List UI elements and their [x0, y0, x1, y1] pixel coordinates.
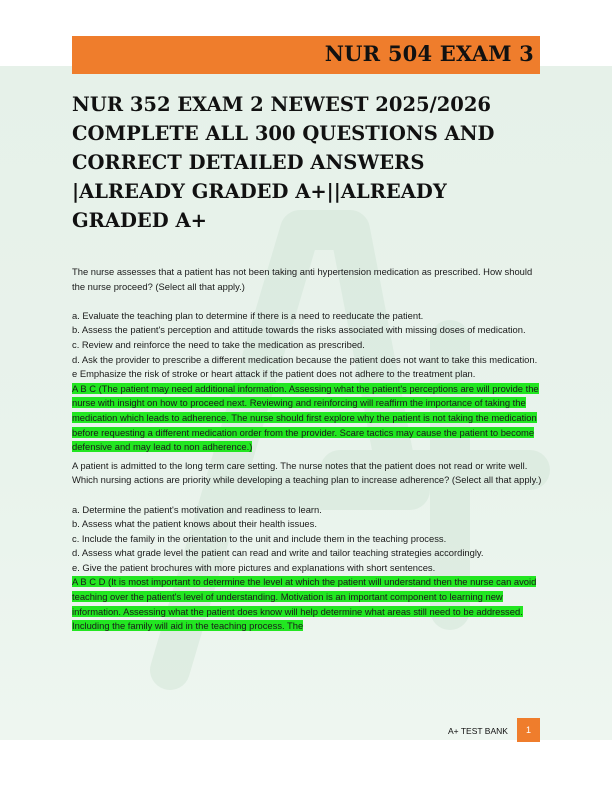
answer-paragraph: [72, 575, 542, 633]
question-option: a. Determine the patient's motivation and readiness to learn.: [72, 503, 322, 515]
header-title: NUR 504 EXAM 3: [324, 41, 534, 66]
page-number: 1: [517, 718, 540, 742]
header-bar: [72, 36, 540, 74]
question-block: [72, 459, 542, 634]
question-option: a. Evaluate the teaching plan to determine if there is a need to reeducate the patient.: [72, 309, 424, 321]
question-option: d. Ask the provider to prescribe a different medication because the patient does not want to take this medication.: [72, 353, 538, 365]
answer-highlight: A B C D (It is most important to determine the level at which the patient will understand then the nurse can avoid teaching over the patient's level of understanding. Motivation is an important component to learning new information. Assessing what the patient does know will help determine what areas still need to be addressed. Including the family will aid in the teaching process. The: [72, 576, 537, 632]
question-option: b. Assess the patient's perception and attitude towards the risks associated with missing doses of medication.: [72, 324, 526, 336]
question-option: b. Assess what the patient knows about their health issues.: [72, 518, 317, 530]
document-title: NUR 352 EXAM 2 NEWEST 2025/2026 COMPLETE ALL 300 QUESTIONS AND CORRECT DETAILED ANSWERS |ALREADY GRADED A+||ALREADY GRADED A+: [72, 93, 495, 232]
answer-paragraph: [72, 382, 542, 455]
question-option: c. Include the family in the orientation to the unit and include them in the teaching process.: [72, 532, 447, 544]
answer-highlight: A B C (The patient may need additional information. Assessing what the patient's perceptions are will provide the nurse with insight on how to proceed next. Reviewing and reinforcing will reaffirm the importance of taking the medication which leads to adherence. The nurse should first explore why the patient is not taking the medication before requesting a different medication order from the provider. Scare tactics may cause the patient to become defensive and may lead to non adherence.): [72, 382, 539, 453]
question-option: c. Review and reinforce the need to take the medication as prescribed.: [72, 338, 365, 350]
question-option: e Emphasize the risk of stroke or heart attack if the patient does not adhere to the treatment plan.: [72, 368, 476, 380]
question-option: e. Give the patient brochures with more pictures and explanations with short sentences.: [72, 561, 436, 573]
document-body: [72, 265, 542, 634]
question-option: d. Assess what grade level the patient can read and write and tailor teaching strategies accordingly.: [72, 547, 484, 559]
question-stem: The nurse assesses that a patient has not been taking anti hypertension medication as prescribed. How should the nurse proceed? (Select all that apply.): [72, 266, 533, 292]
question-block: [72, 265, 542, 455]
footer-label: A+ TEST BANK: [448, 726, 508, 736]
question-stem: A patient is admitted to the long term care setting. The nurse notes that the patient does not read or write well. Which nursing actions are priority while developing a teaching plan to increase adherence? (Select all that apply.): [72, 459, 542, 486]
